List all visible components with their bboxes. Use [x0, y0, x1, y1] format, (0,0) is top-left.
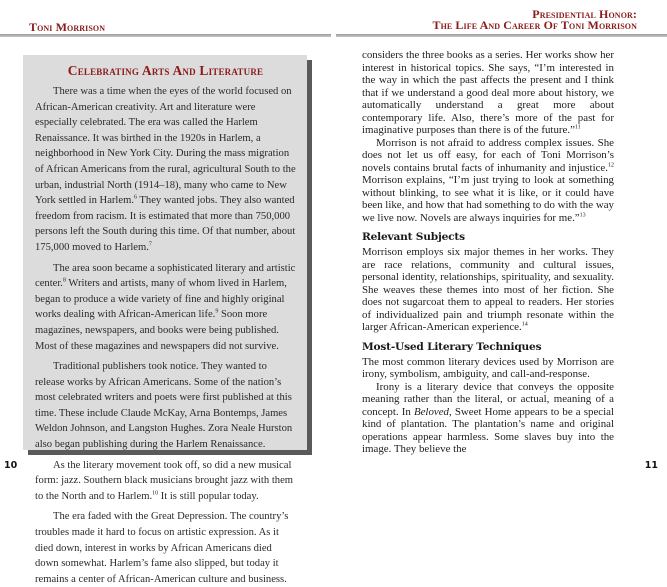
- section-heading: Relevant Subjects: [362, 231, 465, 243]
- sidebar-paragraph: The area soon became a sophisticated literary and artistic center.$^8$ Writers and artists, many of whom lived in Harlem, began to produce a wide variety of fine and highly original works dealing with African-American life.$^9$ Soon more magazines, newspapers, and books were being published. Most of these magazines and newspapers did not survive.: [35, 262, 296, 352]
- body-paragraph: Morrison is not afraid to address complex issues. She does not let us off easy, for each of Toni Morrison’s novels contains brutal facts of inhumanity and injustice.$^{12}$ Morrison explains, “I’m just trying to look at something without blinking, to see what it is like, or it could have been like, and how that had something to do with the way we live now. Novels are always inquiries for me.”$^{13}$: [362, 136, 614, 224]
- running-head-line2: The Life And Career Of Toni Morrison: [432, 18, 637, 32]
- left-page: [0, 0, 333, 585]
- page-number-right: 11: [644, 460, 658, 471]
- right-page: [334, 0, 667, 500]
- sidebar-paragraph: There was a time when the eyes of the world focused on African-American creativity. Art and literature were especially celebrated. The era was called the Harlem Renaissance. It was birthed in the 1920s in Harlem, a neighborhood in New York City. During the mass migration of African Americans from the rural, agricultural South to the urban, industrial North (1914–18), many who came to New York settled in Harlem.$^6$ They wanted jobs. They also wanted freedom from racism. It is estimated that more than 750,000 persons left the South during this time. Of that number, about 175,000 moved to Harlem.$^7$: [35, 86, 296, 253]
- sidebar-box: [23, 55, 307, 585]
- footnote-ref: 9: [215, 308, 219, 315]
- running-head-line1: Presidential Honor:: [532, 7, 637, 21]
- footnote-ref: 10: [152, 490, 159, 497]
- body-paragraph: Irony is a literary device that conveys the opposite meaning rather than the literal, or actual, meaning of a concept. In Beloved, Sweet Home appears to be a special kind of plantation. The plantation’s name and original operations appear harmless. Some slaves buy into the image. They believe the: [362, 380, 614, 455]
- header-rule-right: [336, 34, 667, 37]
- page-number-left: 10: [4, 460, 18, 471]
- sidebar-paragraph: Traditional publishers took notice. They wanted to release works by African Americans. Some of the nation’s most celebrated writers and poets were first published at this time. These include Claude McKay, Arna Bontemps, James Weldon Johnson, and Langston Hughes. Zora Neale Hurston also began publishing during the Harlem Renaissance.: [35, 361, 293, 451]
- sidebar-paragraph: The era faded with the Great Depression. The country’s troubles made it hard to focus on artistic expression. As it died down, interest in works by African Americans died down somewhat. Harlem’s fame also slipped, but today it remains a center of African-American culture and business.: [35, 511, 289, 585]
- footnote-ref: 8: [62, 277, 66, 284]
- section-heading: Most-Used Literary Techniques: [362, 340, 542, 353]
- footnote-ref: 14: [521, 321, 528, 328]
- running-head-left: Toni Morrison: [29, 20, 106, 34]
- body-paragraph: Morrison employs six major themes in her works. They are race relations, community and cultural issues, personal identity, relationships, spirituality, and sexuality. She weaves these themes into most of her fiction. She does not sugarcoat them to appeal to readers. Her stories of individualized pain and triumph resonate within the larger African-American experience.$^{14}$: [362, 246, 614, 333]
- running-head-right: [432, 9, 637, 31]
- footnote-ref: 7: [148, 241, 152, 248]
- body-paragraph: considers the three books as a series. Her works show her interest in historical topics. She says, “I’m interested in the way in which the past affects the present and I think that if we understand a good deal more about history, we automatically understand a great more about contemporary life. Also, there’s more of the past for imaginative purposes than there is of the future.”$^{11}$: [362, 49, 614, 136]
- footnote-ref: 12: [608, 161, 614, 168]
- header-rule-left: [0, 34, 331, 37]
- footnote-ref: 6: [133, 194, 137, 201]
- book-title: Beloved: [413, 405, 450, 418]
- footnote-ref: 13: [579, 211, 586, 218]
- body-text: [362, 49, 614, 456]
- sidebar-paragraph: As the literary movement took off, so did a new musical form: jazz. Southern black musicians brought jazz with them to the North and to Harlem.$^{10}$ It is still popular today.: [35, 459, 294, 502]
- sidebar-title: Celebrating Arts And Literature: [67, 63, 264, 78]
- body-paragraph: The most common literary devices used by Morrison are irony, symbolism, ambiguity, and call-and-response.: [362, 355, 614, 380]
- footnote-ref: 11: [574, 124, 581, 131]
